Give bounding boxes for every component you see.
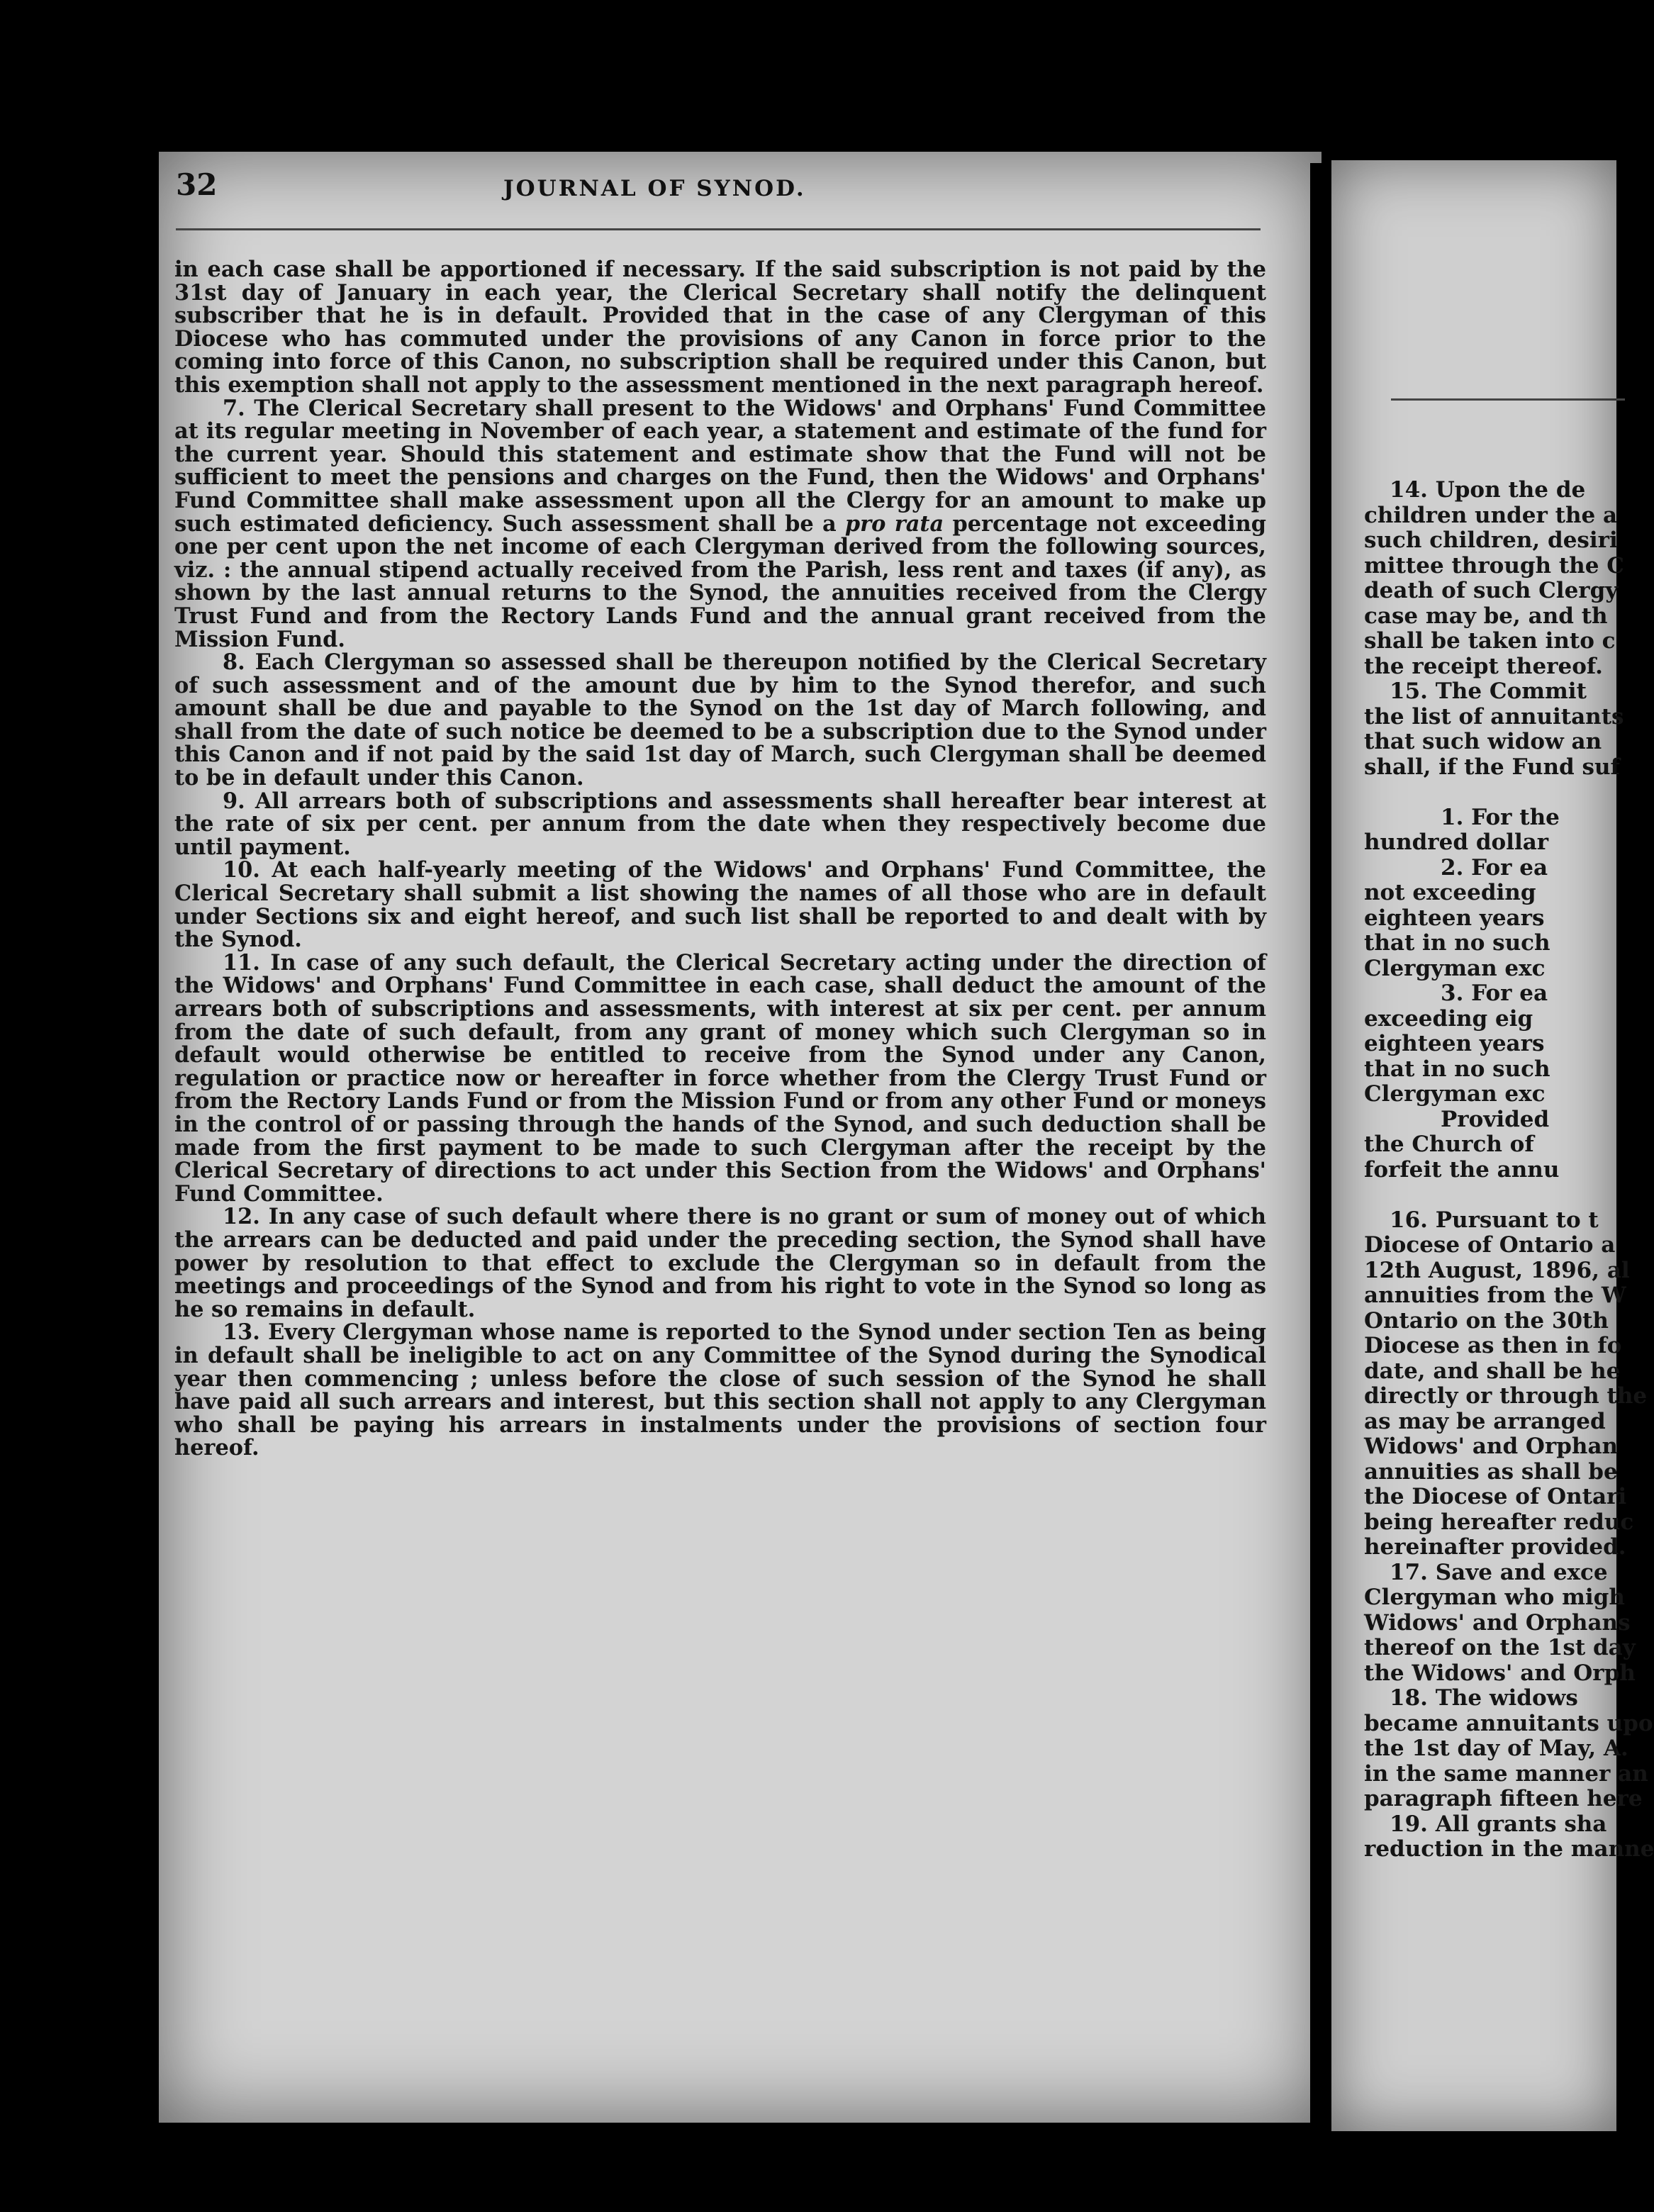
paragraph-continued: in each case shall be apportioned if necessary. If the said subscription is not paid by the 31st day of January in each year, the Clerical Secretary shall notify the delinquent subscriber that he is in default. Provided that in the case of any Clergyman of this Diocese who has commuted under the provisions of any Canon in force prior to the coming into force of this Canon, no subscription shall be required under this Canon, but this exemption shall not apply to the assessment mentioned in the next paragraph hereof. bbox=[174, 257, 1266, 398]
right-page-line: eighteen years bbox=[1364, 905, 1545, 931]
right-page-line: the Church of bbox=[1364, 1132, 1534, 1157]
right-page-line: 14. Upon the de bbox=[1390, 477, 1586, 503]
right-page-line: 19. All grants sha bbox=[1390, 1811, 1607, 1837]
right-page-body bbox=[1364, 477, 1654, 1862]
paragraph-13: 13. Every Clergyman whose name is reported to the Synod under section Ten as being in default shall be ineligible to act on any Committee of the Synod during the Synodical year then commencing ; unless before the close of such session of the Synod he shall have paid all such arrears and interest, but this section shall not apply to any Clergyman who shall be paying his arrears in instalments under the provisions of section four hereof. bbox=[174, 1319, 1266, 1461]
right-page-line: death of such Clergy bbox=[1364, 578, 1619, 603]
right-page-line: the receipt thereof. bbox=[1364, 653, 1603, 679]
paragraph-11: 11. In case of any such default, the Clerical Secretary acting under the direction of the Widows' and Orphans' Fund Committee in each case, shall deduct the amount of the arrears both of subscriptions and assessments, with interest at six per cent. per annum from the date of such default, from any grant of money which such Clergyman so in default would otherwise be entitled to receive from the Synod under any Canon, regulation or practice now or hereafter in force whether from the Clergy Trust Fund or from the Rectory Lands Fund or from the Mission Fund or from any other Fund or moneys in the control of or passing through the hands of the Synod, and such deduction shall be made from the first payment to be made to such Clergyman after the receipt by the Clerical Secretary of directions to act under this Section from the Widows' and Orphans' Fund Committee. bbox=[174, 949, 1266, 1207]
right-page-line bbox=[1364, 1183, 1619, 1208]
right-page-line: 16. Pursuant to t bbox=[1390, 1207, 1599, 1233]
right-page-line: 15. The Commit bbox=[1390, 678, 1587, 704]
right-page-line: children under the a bbox=[1364, 502, 1618, 528]
right-page-line: Widows' and Orphans bbox=[1364, 1609, 1631, 1636]
right-page-line: Provided bbox=[1441, 1106, 1550, 1132]
paragraph-8: 8. Each Clergyman so assessed shall be thereupon notified by the Clerical Secretary of such assessment and of the amount due by him to the Synod therefor, and such amount shall be due and payable to the Synod on the 1st day of March following, and shall from the date of such notice be deemed to be a subscription due to the Synod under this Canon and if not paid by the said 1st day of March, such Clergyman shall be deemed to be in default under this Canon. bbox=[174, 649, 1266, 791]
right-page-line: annuities from the W bbox=[1364, 1283, 1626, 1308]
right-page-line: Clergyman exc bbox=[1364, 1081, 1546, 1107]
right-page-line: 1. For the bbox=[1441, 804, 1560, 830]
right-page-line: became annuitants upo bbox=[1364, 1710, 1653, 1736]
right-page-line: directly or through the bbox=[1364, 1383, 1648, 1409]
right-header-rule bbox=[1391, 398, 1625, 401]
right-page-line: exceeding eig bbox=[1364, 1005, 1533, 1032]
running-head: JOURNAL OF SYNOD. bbox=[503, 176, 806, 201]
right-page-line: as may be arranged bbox=[1364, 1408, 1606, 1434]
right-page-line: date, and shall be he bbox=[1364, 1358, 1621, 1384]
header-rule bbox=[176, 228, 1261, 230]
right-page-line: 18. The widows bbox=[1390, 1685, 1578, 1711]
right-page-line: such children, desiri bbox=[1364, 527, 1618, 553]
right-page-line: reduction in the manne bbox=[1364, 1836, 1654, 1862]
right-page-line: Diocese as then in fo bbox=[1364, 1333, 1622, 1358]
right-page-line: Clergyman exc bbox=[1364, 955, 1546, 981]
right-page-line: that in no such bbox=[1364, 930, 1550, 956]
paragraph-10: 10. At each half-yearly meeting of the Widows' and Orphans' Fund Committee, the Clerical Secretary shall submit a list showing the names of all those who are in default under Sections six and eight hereof, and such list shall be reported to and dealt with by the Synod. bbox=[174, 857, 1266, 953]
right-page bbox=[1331, 160, 1654, 2131]
right-page-line: thereof on the 1st day bbox=[1364, 1635, 1636, 1660]
paragraph-9: 9. All arrears both of subscriptions and assessments shall hereafter bear interest at the rate of six per cent. per annum from the date when they respectively become due until payment. bbox=[174, 788, 1266, 860]
right-page-line: eighteen years bbox=[1364, 1031, 1545, 1056]
right-page-line: the list of annuitants bbox=[1364, 703, 1624, 730]
book-gutter bbox=[1310, 163, 1333, 2148]
right-page-line: hundred dollar bbox=[1364, 830, 1549, 855]
right-page-line: Clergyman who migh bbox=[1364, 1585, 1625, 1610]
right-page-line: Ontario on the 30th bbox=[1364, 1307, 1609, 1334]
right-page-line: mittee through the C bbox=[1364, 552, 1624, 579]
right-page-line: annuities as shall be bbox=[1364, 1458, 1618, 1485]
right-page-line: the Widows' and Orph bbox=[1364, 1660, 1636, 1686]
right-page-line: not exceeding bbox=[1364, 880, 1536, 905]
paragraph-12: 12. In any case of such default where there is no grant or sum of money out of which the arrears can be deducted and paid under the preceding section, the Synod shall have power by resolution to that effect to exclude the Clergyman so in default from the meetings and proceedings of the Synod and from his right to vote in the Synod so long as he so remains in default. bbox=[174, 1204, 1266, 1322]
right-page-line: being hereafter reduc bbox=[1364, 1509, 1634, 1535]
right-page-line bbox=[1364, 780, 1619, 805]
right-page-line: forfeit the annu bbox=[1364, 1156, 1560, 1183]
right-page-line: hereinafter provided. bbox=[1364, 1534, 1626, 1560]
right-page-line: 2. For ea bbox=[1441, 854, 1548, 881]
right-page-line: 17. Save and exce bbox=[1390, 1559, 1608, 1585]
left-page-body bbox=[174, 258, 1266, 1460]
right-page-line: 12th August, 1896, al bbox=[1364, 1257, 1630, 1283]
right-page-line: the Diocese of Ontari bbox=[1364, 1484, 1627, 1509]
right-page-line: shall, if the Fund suf bbox=[1364, 754, 1620, 780]
right-page-line: case may be, and th bbox=[1364, 603, 1608, 629]
right-page-line: in the same manner an bbox=[1364, 1760, 1648, 1787]
right-page-line: that in no such bbox=[1364, 1056, 1550, 1082]
right-page-line: that such widow an bbox=[1364, 729, 1602, 754]
paragraph-7: 7. The Clerical Secretary shall present to the Widows' and Orphans' Fund Committee at its regular meeting in November of each year, a statement and estimate of the fund for the current year. Should this statement and estimate show that the Fund will not be sufficient to meet the pensions and charges on the Fund, then the Widows' and Orphans' Fund Committee shall make assessment upon all the Clergy for an amount to make up such estimated deficiency. Such assessment shall be a pro rata percentage not exceeding one per cent upon the net income of each Clergyman derived from the following sources, viz. : the annual stipend actually received from the Parish, less rent and taxes (if any), as shown by the last annual returns to the Synod, the annuities received from the Clergy Trust Fund and from the Rectory Lands Fund and the annual grant received from the Mission Fund. bbox=[174, 395, 1267, 652]
page-number: 32 bbox=[176, 167, 218, 202]
right-page-line: 3. For ea bbox=[1441, 981, 1548, 1006]
right-page-line: Diocese of Ontario a bbox=[1364, 1232, 1616, 1258]
right-page-line: Widows' and Orphan bbox=[1364, 1434, 1619, 1459]
right-page-line: paragraph fifteen here bbox=[1364, 1786, 1643, 1811]
right-page-line: shall be taken into c bbox=[1364, 628, 1616, 654]
right-page-line: the 1st day of May, A. bbox=[1364, 1736, 1628, 1761]
